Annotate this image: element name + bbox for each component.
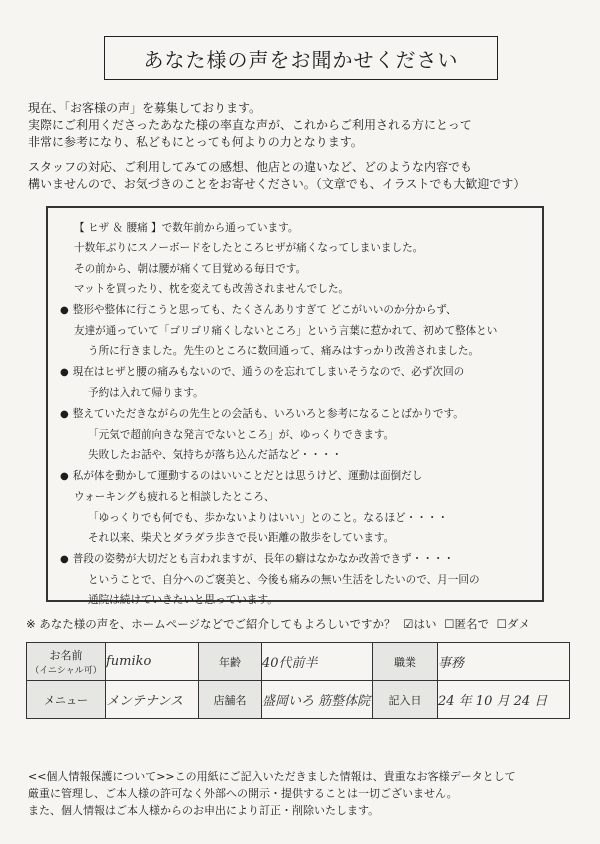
voice-line: 友達が通っていて「ゴリゴリ痛くしないところ」という言葉に惹かれて、初めて整体とい bbox=[74, 325, 498, 338]
store-field[interactable]: 盛岡いろ 筋整体院 bbox=[262, 681, 373, 719]
customer-voice-text bbox=[74, 218, 544, 611]
privacy-line: 厳重に管理し、ご本人様の許可なく外部への開示・提供することは一切ございません。 bbox=[28, 787, 458, 800]
intro-line: 非常に参考になり、私どもにとっても何よりの力となります。 bbox=[28, 135, 363, 149]
consent-question-text: ※ あなた様の声を、ホームページなどでご紹介してもよろしいですか？ bbox=[26, 617, 396, 631]
voice-line: その前から、朝は腰が痛くて目覚める毎日です。 bbox=[74, 262, 307, 275]
voice-line: 予約は入れて帰ります。 bbox=[88, 387, 204, 400]
voice-bullet-line: ● 普段の姿勢が大切だとも言われますが、長年の癖はなかなか改善できず・・・・ bbox=[60, 549, 530, 570]
job-field[interactable]: 事務 bbox=[438, 643, 570, 681]
voice-line: 十数年ぶりにスノーボードをしたところヒザが痛くなってしまいました。 bbox=[74, 242, 424, 255]
menu-field[interactable]: メンテナンス bbox=[106, 681, 199, 719]
privacy-line: また、個人情報はご本人様からのお申出により訂正・削除いたします。 bbox=[28, 804, 380, 817]
voice-line: 「元気で超前向きな発言でないところ」が、ゆっくりできます。 bbox=[88, 429, 395, 442]
name-label-sub: （イニシャル可） bbox=[30, 666, 102, 676]
age-field[interactable]: 40代前半 bbox=[262, 643, 373, 681]
intro-line: 現在、「お客様の声」を募集しております。 bbox=[28, 101, 262, 115]
intro-line: スタッフの対応、ご利用してみての感想、他店との違いなど、どのような内容でも bbox=[28, 160, 473, 174]
form-row-name bbox=[27, 643, 570, 681]
voice-line: 通院は続けていきたいと思っています。 bbox=[88, 594, 278, 607]
intro-text bbox=[28, 100, 588, 193]
consent-yes-checkbox[interactable]: ☑はい bbox=[403, 617, 437, 631]
voice-line: 失敗したお話や、気持ちが落ち込んだ話など・・・・ bbox=[88, 449, 343, 462]
consent-no-checkbox[interactable]: ☐ダメ bbox=[496, 617, 530, 631]
date-field[interactable]: 24 年 10 月 24 日 bbox=[438, 681, 570, 719]
voice-line: 【 ヒザ ＆ 腰痛 】で数年前から通っています。 bbox=[74, 222, 299, 234]
voice-line: ということで、自分へのご褒美と、今後も痛みの無い生活をしたいので、月一回の bbox=[88, 573, 480, 586]
intro-line: 実際にご利用くださったあなた様の率直な声が、これからご利用される方にとって bbox=[28, 118, 472, 132]
menu-label: メニュー bbox=[27, 681, 106, 719]
voice-line: 「ゆっくりでも何でも、歩かないよりはいい」とのこと。なるほど・・・・ bbox=[88, 511, 449, 524]
voice-bullet-line: ● 整えていただきながらの先生との会話も、いろいろと参考になることばかりです。 bbox=[60, 404, 530, 425]
voice-line: それ以来、柴犬とダラダラ歩きで長い距離の散歩をしています。 bbox=[88, 532, 395, 545]
date-label: 記入日 bbox=[373, 681, 438, 719]
privacy-notice bbox=[28, 768, 588, 819]
voice-line: う所に行きました。先生のところに数回通って、痛みはすっかり改善されました。 bbox=[88, 345, 480, 358]
store-label: 店舗名 bbox=[199, 681, 262, 719]
page-title bbox=[104, 36, 498, 80]
intro-line: 構いませんので、お気づきのことをお寄せください。（文章でも、イラストでも大歓迎です） bbox=[28, 177, 526, 191]
age-label: 年齢 bbox=[199, 643, 262, 681]
page-title-text: あなた様の声をお聞かせください bbox=[143, 47, 459, 72]
customer-info-form bbox=[26, 642, 570, 719]
voice-line: マットを買ったり、枕を変えても改善されませんでした。 bbox=[74, 283, 350, 296]
consent-anonymous-checkbox[interactable]: ☐匿名で bbox=[444, 617, 489, 631]
voice-bullet-line: ● 整形や整体に行こうと思っても、たくさんありすぎて どこがいいのか分からず、 bbox=[60, 300, 530, 321]
form-row-menu bbox=[27, 681, 570, 719]
voice-line: ウォーキングも疲れると相談したところ、 bbox=[74, 491, 275, 504]
name-label-text: お名前 bbox=[49, 649, 83, 662]
voice-bullet-line: ● 私が体を動かして運動するのはいいことだとは思うけど、運動は面倒だし bbox=[60, 466, 530, 487]
consent-question bbox=[26, 616, 530, 632]
voice-bullet-line: ● 現在はヒザと腰の痛みもないので、通うのを忘れてしまいそうなので、必ず次回の bbox=[60, 362, 530, 383]
name-field[interactable]: fumiko bbox=[106, 643, 199, 681]
job-label: 職業 bbox=[373, 643, 438, 681]
name-label bbox=[27, 643, 106, 681]
privacy-line: <<個人情報保護について>>この用紙にご記入いただきました情報は、貴重なお客様データとして bbox=[28, 770, 516, 783]
